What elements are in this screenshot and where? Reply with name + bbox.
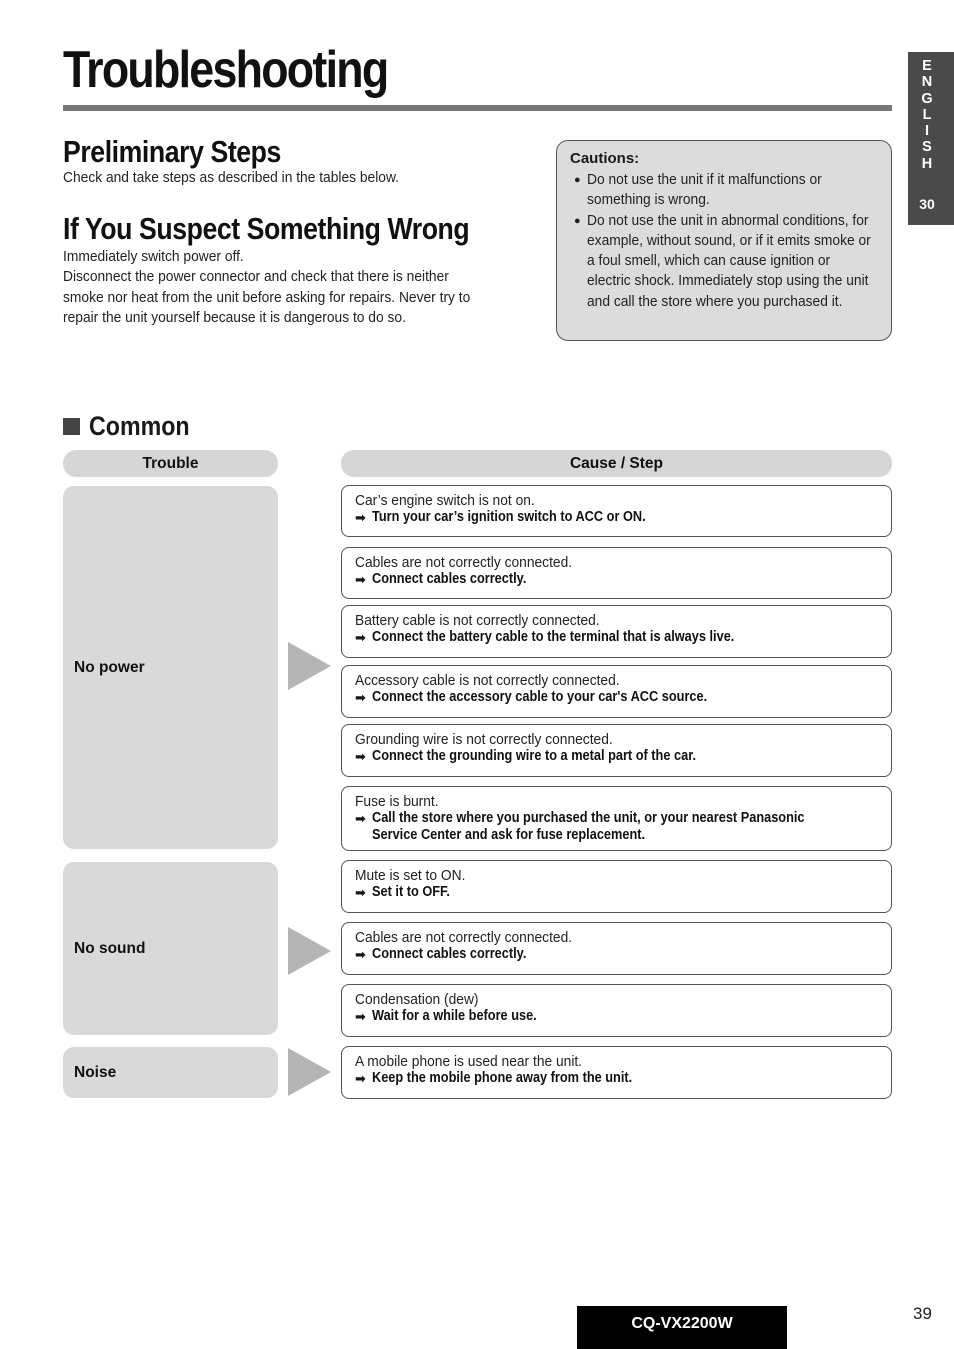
trouble-label: No sound bbox=[74, 939, 146, 957]
cause-step-row bbox=[341, 922, 892, 975]
cause-step-row bbox=[341, 860, 892, 913]
cautions-title: Cautions: bbox=[570, 150, 640, 167]
step-text: Connect cables correctly. bbox=[372, 571, 527, 587]
cause-text: Accessory cable is not correctly connected. bbox=[355, 672, 620, 689]
suspect-line: Immediately switch power off. bbox=[63, 248, 244, 265]
step-text: Wait for a while before use. bbox=[372, 1008, 537, 1024]
cause-step-row bbox=[341, 984, 892, 1037]
language-tab-letters bbox=[908, 58, 946, 172]
step-text: Connect the battery cable to the terminal that is always live. bbox=[372, 629, 735, 645]
language-letter: H bbox=[921, 155, 933, 172]
suspect-line: repair the unit yourself because it is dangerous to do so. bbox=[63, 308, 406, 326]
right-arrow-icon: ➡ bbox=[355, 885, 366, 900]
trouble-no-sound bbox=[63, 862, 278, 1035]
cause-text: Battery cable is not correctly connected. bbox=[355, 612, 600, 629]
suspect-line: smoke nor heat from the unit before asking for repairs. Never try to bbox=[63, 288, 471, 306]
preliminary-text: Check and take steps as described in the tables below. bbox=[63, 169, 400, 186]
language-letter: N bbox=[921, 74, 933, 91]
cause-text: Grounding wire is not correctly connected. bbox=[355, 731, 613, 748]
bullet-icon: ● bbox=[574, 214, 581, 227]
language-tab bbox=[908, 52, 954, 225]
column-header-trouble: Trouble bbox=[63, 450, 278, 477]
step-text: Call the store where you purchased the unit, or your nearest Panasonic Service Center and ask for fuse replacement. bbox=[372, 810, 805, 843]
language-letter: I bbox=[924, 123, 930, 140]
step-text: Connect the accessory cable to your car's ACC source. bbox=[372, 689, 708, 705]
cause-text: Car’s engine switch is not on. bbox=[355, 492, 535, 509]
language-letter: L bbox=[922, 106, 932, 123]
suspect-line: Disconnect the power connector and check that there is neither bbox=[63, 268, 449, 286]
caution-item bbox=[570, 211, 881, 312]
bullet-icon: ● bbox=[574, 174, 581, 186]
right-arrow-icon: ➡ bbox=[355, 630, 366, 645]
language-tab-number: 30 bbox=[919, 196, 935, 212]
cause-text: A mobile phone is used near the unit. bbox=[355, 1053, 583, 1070]
cause-step-row bbox=[341, 786, 892, 851]
preliminary-heading: Preliminary Steps bbox=[63, 134, 281, 169]
cause-text: Condensation (dew) bbox=[355, 991, 479, 1008]
caution-text: Do not use the unit if it malfunctions or something is wrong. bbox=[587, 171, 822, 209]
suspect-heading: If You Suspect Something Wrong bbox=[63, 211, 470, 246]
arrow-right-icon bbox=[288, 927, 331, 975]
square-icon bbox=[63, 418, 80, 435]
right-arrow-icon: ➡ bbox=[355, 947, 366, 962]
cause-text: Mute is set to ON. bbox=[355, 867, 466, 884]
step-text: Set it to OFF. bbox=[372, 884, 450, 900]
right-arrow-icon: ➡ bbox=[355, 572, 366, 587]
column-header-cause-step: Cause / Step bbox=[341, 450, 892, 477]
language-letter: S bbox=[922, 139, 932, 156]
step-text: Turn your car’s ignition switch to ACC or ON. bbox=[372, 509, 646, 525]
trouble-label: Noise bbox=[74, 1063, 117, 1081]
language-letter: G bbox=[921, 90, 933, 107]
trouble-no-power bbox=[63, 486, 278, 849]
cause-step-row bbox=[341, 547, 892, 599]
cause-step-row bbox=[341, 605, 892, 658]
section-heading bbox=[63, 411, 206, 442]
page-number: 39 bbox=[913, 1304, 932, 1323]
step-text: Connect cables correctly. bbox=[372, 946, 527, 962]
cause-text: Cables are not correctly connected. bbox=[355, 554, 573, 571]
cause-text: Fuse is burnt. bbox=[355, 793, 439, 810]
title-rule bbox=[63, 105, 892, 111]
language-letter: E bbox=[922, 58, 932, 74]
caution-text: Do not use the unit in abnormal conditions, for example, without sound, or if it emits smoke or a foul smell, which can cause ignition or electric shock. Immediately stop using the unit and call the store where you purchased it. bbox=[587, 211, 871, 310]
arrow-right-icon bbox=[288, 1048, 331, 1096]
cause-step-row bbox=[341, 724, 892, 777]
right-arrow-icon: ➡ bbox=[355, 1071, 366, 1086]
right-arrow-icon: ➡ bbox=[355, 1009, 366, 1024]
model-badge: CQ-VX2200W bbox=[577, 1306, 787, 1349]
cautions-box bbox=[556, 140, 892, 341]
caution-item bbox=[570, 170, 881, 211]
suspect-text bbox=[63, 247, 541, 328]
cause-step-row bbox=[341, 665, 892, 718]
page-title: Troubleshooting bbox=[63, 41, 388, 99]
arrow-right-icon bbox=[288, 642, 331, 690]
cause-step-row bbox=[341, 485, 892, 537]
trouble-label: No power bbox=[74, 658, 145, 676]
cause-step-row bbox=[341, 1046, 892, 1099]
right-arrow-icon: ➡ bbox=[355, 510, 366, 525]
step-text: Keep the mobile phone away from the unit. bbox=[372, 1070, 633, 1086]
cause-text: Cables are not correctly connected. bbox=[355, 929, 573, 946]
trouble-noise bbox=[63, 1047, 278, 1098]
right-arrow-icon: ➡ bbox=[355, 690, 366, 705]
right-arrow-icon: ➡ bbox=[355, 811, 366, 826]
step-text: Connect the grounding wire to a metal part of the car. bbox=[372, 748, 697, 764]
section-title: Common bbox=[89, 411, 190, 441]
right-arrow-icon: ➡ bbox=[355, 749, 366, 764]
